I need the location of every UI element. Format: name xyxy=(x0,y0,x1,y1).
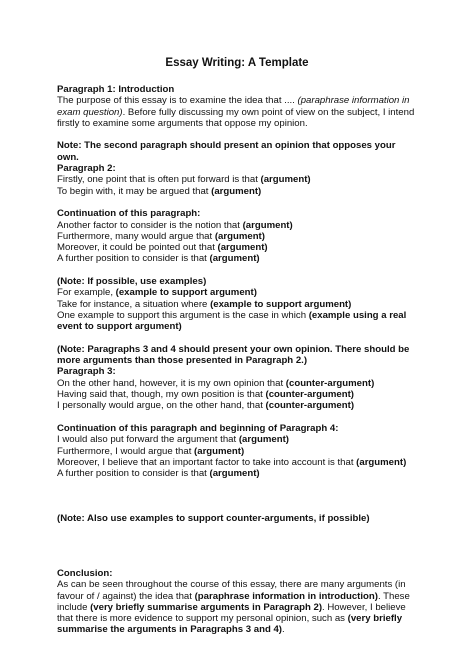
conclusion-line xyxy=(57,602,417,613)
line-text: Moreover, it could be pointed out that xyxy=(57,242,218,254)
placeholder-paraphrase: (paraphrase information in introduction) xyxy=(194,590,378,602)
document-body xyxy=(57,84,417,647)
paragraph-3-line xyxy=(57,378,417,389)
spacer xyxy=(57,491,417,513)
line-text: Firstly, one point that is often put forward is that xyxy=(57,174,261,186)
placeholder-counter-argument: (counter-argument) xyxy=(285,377,375,389)
spacer xyxy=(57,524,417,546)
line-text: On the other hand, however, it is my own opinion that xyxy=(57,377,286,389)
paragraph-2-line xyxy=(57,174,417,185)
conclusion-line: As can be seen throughout the course of this essay, there are many arguments (in xyxy=(57,579,406,591)
paragraph-3-section xyxy=(57,344,417,412)
paragraph-3-heading: Paragraph 3: xyxy=(57,366,116,378)
paragraph-3-line xyxy=(57,400,417,411)
conclusion-heading: Conclusion: xyxy=(57,567,113,579)
conclusion-section xyxy=(57,568,417,636)
paragraph-2-section xyxy=(57,140,417,196)
line-text: I personally would argue, on the other hand, that xyxy=(57,400,266,412)
intro-line xyxy=(57,95,417,106)
line-text: Another factor to consider is the notion that xyxy=(57,219,243,231)
continuation-line xyxy=(57,220,417,231)
placeholder-argument: (argument) xyxy=(217,242,268,254)
intro-text: . Before fully discussing my own point of view on the subject, I intend xyxy=(122,106,415,118)
placeholder-summary: (very briefly xyxy=(347,613,403,625)
continuation-heading: Continuation of this paragraph: xyxy=(57,208,201,220)
placeholder-argument: (argument) xyxy=(214,230,265,242)
line-text: To begin with, it may be argued that xyxy=(57,185,212,197)
intro-line: firstly to examine some arguments that oppose my opinion. xyxy=(57,117,308,129)
line-text: Moreover, I believe that an important factor to take into account is that xyxy=(57,456,357,468)
placeholder-argument: (argument) xyxy=(209,253,260,265)
line-text: Having said that, though, my own position is that xyxy=(57,389,266,401)
placeholder-example: (example to support argument) xyxy=(210,298,352,310)
continuation-2-line xyxy=(57,434,417,445)
placeholder-counter-argument: (counter-argument) xyxy=(265,389,354,401)
examples-heading: (Note: If possible, use examples) xyxy=(57,276,207,288)
line-text: Take for instance, a situation where xyxy=(57,298,211,310)
spacer xyxy=(57,546,417,568)
conclusion-line xyxy=(57,591,417,602)
line-text: For example, xyxy=(57,287,116,299)
intro-line xyxy=(57,107,417,118)
line-text: that there is more evidence to support my personal opinion, such as xyxy=(57,613,348,625)
document-title: Essay Writing: A Template xyxy=(165,57,309,69)
line-text: A further position to consider is that xyxy=(57,253,210,265)
intro-italic: (paraphrase information in xyxy=(297,95,410,107)
continuation-2-line xyxy=(57,457,417,468)
paragraph-2-heading: Paragraph 2: xyxy=(57,163,116,175)
continuation-2-heading: Continuation of this paragraph and beginning of Paragraph 4: xyxy=(57,422,339,434)
paragraph-2-note: Note: The second paragraph should present an opinion that opposes your own. xyxy=(57,140,396,163)
continuation-2-section xyxy=(57,423,417,479)
line-text: One example to support this argument is the case in which xyxy=(57,309,309,321)
line-text: . These xyxy=(377,590,410,602)
examples-line xyxy=(57,299,417,310)
placeholder-summary: (very briefly summarise arguments in Paragraph 2) xyxy=(90,601,323,613)
continuation-2-line xyxy=(57,468,417,479)
line-text: include xyxy=(57,601,91,613)
continuation-2-line xyxy=(57,446,417,457)
continuation-line xyxy=(57,231,417,242)
intro-italic: exam question) xyxy=(57,106,123,118)
placeholder-argument: (argument) xyxy=(242,219,293,231)
examples-line xyxy=(57,310,417,333)
paragraph-2-line xyxy=(57,186,417,197)
paragraph-3-note: (Note: Paragraphs 3 and 4 should present your own opinion. There should be more arguments than those presented in Paragraph 2.) xyxy=(57,343,410,367)
line-text: A further position to consider is that xyxy=(57,468,210,480)
line-text: Furthermore, many would argue that xyxy=(57,230,215,242)
placeholder-argument: (argument) xyxy=(260,174,311,186)
continuation-section xyxy=(57,208,417,264)
continuation-line xyxy=(57,242,417,253)
line-text: . However, I believe xyxy=(322,601,406,613)
placeholder-example: (example to support argument) xyxy=(115,287,257,299)
placeholder-counter-argument: (counter-argument) xyxy=(265,400,355,412)
line-text: Furthermore, I would argue that xyxy=(57,445,195,457)
intro-section xyxy=(57,84,417,129)
line-text: favour of / against) the idea that xyxy=(57,590,195,602)
intro-heading: Paragraph 1: Introduction xyxy=(57,84,175,95)
conclusion-line xyxy=(57,624,417,635)
placeholder-argument: (argument) xyxy=(356,456,407,468)
placeholder-argument: (argument) xyxy=(209,468,260,480)
line-text: I would also put forward the argument that xyxy=(57,434,239,446)
examples-line xyxy=(57,287,417,298)
placeholder-argument: (argument) xyxy=(211,185,262,197)
continuation-line xyxy=(57,253,417,264)
paragraph-3-line xyxy=(57,389,417,400)
line-text: . xyxy=(282,624,285,636)
examples-section xyxy=(57,276,417,332)
conclusion-line xyxy=(57,613,417,624)
placeholder-example: (example using a real event to support argument) xyxy=(57,309,407,333)
placeholder-summary: summarise the arguments in Paragraphs 3 and 4) xyxy=(57,624,282,636)
placeholder-argument: (argument) xyxy=(238,434,289,446)
counter-examples-note: (Note: Also use examples to support counter-arguments, if possible) xyxy=(57,512,370,524)
intro-text: The purpose of this essay is to examine the idea that .... xyxy=(57,95,298,107)
placeholder-argument: (argument) xyxy=(194,445,245,457)
